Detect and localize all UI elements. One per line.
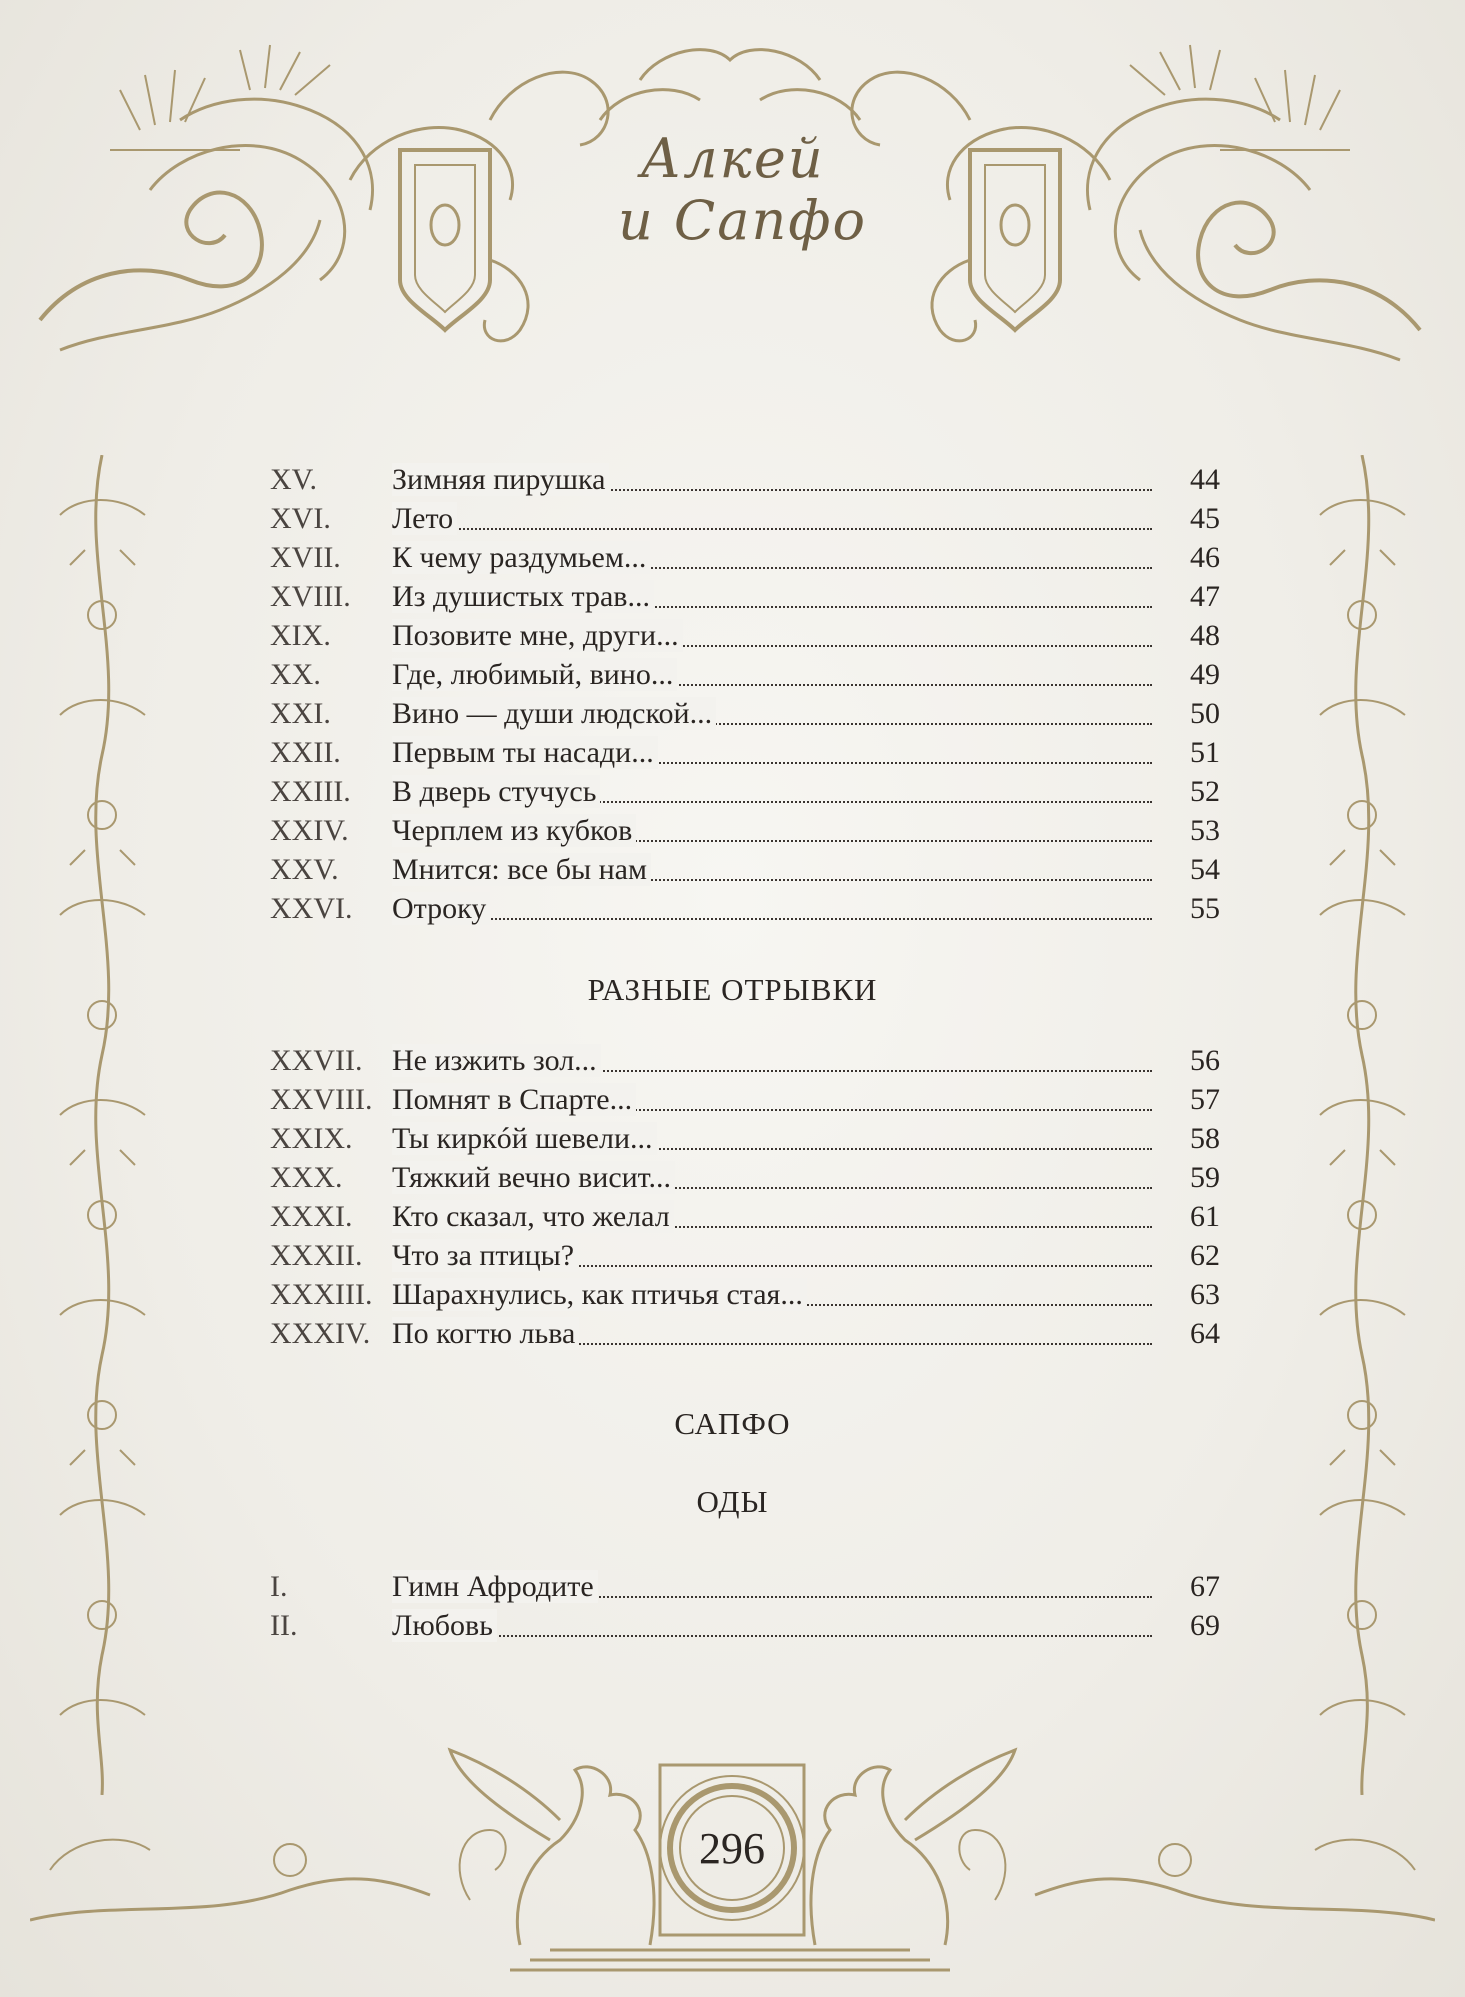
section-heading-author: САПФО bbox=[674, 1406, 791, 1441]
toc-entry-page: 59 bbox=[1190, 1161, 1220, 1194]
toc-entry-number: XXII. bbox=[270, 736, 341, 769]
toc-entry-title: Из душистых трав... bbox=[392, 580, 654, 613]
toc-entry-number: XXI. bbox=[270, 697, 331, 730]
toc-entry[interactable] bbox=[270, 811, 1220, 851]
toc-entry[interactable] bbox=[270, 1314, 1220, 1354]
header-title-line1: Алкей bbox=[640, 127, 825, 190]
toc-entry-number: XXVII. bbox=[270, 1044, 363, 1077]
toc-entry-number: XXIII. bbox=[270, 775, 351, 808]
toc-entry-number: XXXIV. bbox=[270, 1317, 371, 1350]
toc-entry[interactable] bbox=[270, 1080, 1220, 1120]
toc-entry-page: 69 bbox=[1190, 1609, 1220, 1642]
toc-entry-number: XVIII. bbox=[270, 580, 351, 613]
toc-entry-title: Зимняя пирушка bbox=[392, 463, 609, 496]
toc-entry[interactable] bbox=[270, 499, 1220, 539]
toc-entry[interactable] bbox=[270, 733, 1220, 773]
left-floral-border bbox=[50, 455, 155, 1795]
page-number: 296 bbox=[699, 1824, 765, 1873]
toc-entry-title: Любовь bbox=[392, 1609, 497, 1642]
toc-entry[interactable] bbox=[270, 850, 1220, 890]
toc-entry[interactable] bbox=[270, 460, 1220, 500]
section-heading-misc-fragments: РАЗНЫЕ ОТРЫВКИ bbox=[587, 972, 878, 1007]
toc-entry[interactable] bbox=[270, 1567, 1220, 1607]
toc-entry-number: XVII. bbox=[270, 541, 341, 574]
toc-entry-number: XX. bbox=[270, 658, 321, 691]
toc-entry-title: Что за птицы? bbox=[392, 1239, 578, 1272]
toc-entry[interactable] bbox=[270, 538, 1220, 578]
toc-entry-number: XV. bbox=[270, 463, 317, 496]
toc-entry-page: 50 bbox=[1190, 697, 1220, 730]
toc-entry-page: 67 bbox=[1190, 1570, 1220, 1603]
toc-entry-page: 61 bbox=[1190, 1200, 1220, 1233]
toc-entry-page: 51 bbox=[1190, 736, 1220, 769]
toc-entry-page: 48 bbox=[1190, 619, 1220, 652]
toc-entry-title: Отроку bbox=[392, 892, 490, 925]
toc-entry[interactable] bbox=[270, 1158, 1220, 1198]
toc-entry-page: 47 bbox=[1190, 580, 1220, 613]
toc-entry[interactable] bbox=[270, 772, 1220, 812]
toc-entry-number: XXXII. bbox=[270, 1239, 363, 1272]
header-title bbox=[0, 128, 1465, 252]
toc-entry-number: XXVIII. bbox=[270, 1083, 373, 1116]
toc-entry-title: Позовите мне, други... bbox=[392, 619, 683, 652]
toc-entry-title: Где, любимый, вино... bbox=[392, 658, 677, 691]
toc-entry-page: 56 bbox=[1190, 1044, 1220, 1077]
toc-entry-page: 52 bbox=[1190, 775, 1220, 808]
toc-entry[interactable] bbox=[270, 694, 1220, 734]
toc-entry-number: XXIV. bbox=[270, 814, 349, 847]
toc-entry[interactable] bbox=[270, 1236, 1220, 1276]
toc-entry[interactable] bbox=[270, 577, 1220, 617]
right-floral-border bbox=[1310, 455, 1415, 1795]
toc-entry[interactable] bbox=[270, 1275, 1220, 1315]
toc-entry-title: Первым ты насади... bbox=[392, 736, 658, 769]
toc-entry-title: Кто сказал, что желал bbox=[392, 1200, 674, 1233]
toc-entry-title: Помнят в Спарте... bbox=[392, 1083, 636, 1116]
toc-entry-page: 45 bbox=[1190, 502, 1220, 535]
toc-entry-number: XIX. bbox=[270, 619, 331, 652]
toc-entry[interactable] bbox=[270, 1197, 1220, 1237]
toc-entry-number: XXX. bbox=[270, 1161, 343, 1194]
section-heading-odes: ОДЫ bbox=[696, 1484, 769, 1519]
toc-entry-title: Не изжить зол... bbox=[392, 1044, 601, 1077]
toc-entry-title: Тяжкий вечно висит... bbox=[392, 1161, 675, 1194]
toc-entry[interactable] bbox=[270, 616, 1220, 656]
toc-entry-title: Лето bbox=[392, 502, 457, 535]
header-title-line2: и Сапфо bbox=[617, 189, 867, 252]
toc-entry[interactable] bbox=[270, 655, 1220, 695]
dot-leader bbox=[392, 1635, 1152, 1637]
toc-entry-page: 62 bbox=[1190, 1239, 1220, 1272]
toc-entry-number: XXXI. bbox=[270, 1200, 353, 1233]
toc-entry-page: 49 bbox=[1190, 658, 1220, 691]
toc-entry-title: Вино — души людской... bbox=[392, 697, 716, 730]
toc-entry[interactable] bbox=[270, 1119, 1220, 1159]
toc-entry-title: Черплем из кубков bbox=[392, 814, 636, 847]
toc-entry-page: 63 bbox=[1190, 1278, 1220, 1311]
toc-entry-title: Мнится: все бы нам bbox=[392, 853, 651, 886]
toc-entry-page: 58 bbox=[1190, 1122, 1220, 1155]
toc-entry-number: XXV. bbox=[270, 853, 339, 886]
toc-entry-number: XXIX. bbox=[270, 1122, 353, 1155]
toc-entry-number: XVI. bbox=[270, 502, 331, 535]
toc-entry-title: По когтю льва bbox=[392, 1317, 579, 1350]
toc-entry-title: Гимн Афродите bbox=[392, 1570, 598, 1603]
toc-entry-number: XXXIII. bbox=[270, 1278, 373, 1311]
toc-entry-number: II. bbox=[270, 1609, 298, 1642]
toc-entry-page: 46 bbox=[1190, 541, 1220, 574]
toc-entry-number: XXVI. bbox=[270, 892, 353, 925]
toc-entry[interactable] bbox=[270, 889, 1220, 929]
toc-entry-number: I. bbox=[270, 1570, 288, 1603]
toc-entry-title: К чему раздумьем... bbox=[392, 541, 650, 574]
toc-entry-page: 55 bbox=[1190, 892, 1220, 925]
toc-entry[interactable] bbox=[270, 1041, 1220, 1081]
toc-entry-page: 54 bbox=[1190, 853, 1220, 886]
dot-leader bbox=[392, 918, 1152, 920]
toc-entry[interactable] bbox=[270, 1606, 1220, 1646]
toc-entry-page: 57 bbox=[1190, 1083, 1220, 1116]
toc-entry-page: 44 bbox=[1190, 463, 1220, 496]
toc-entry-title: В дверь стучусь bbox=[392, 775, 600, 808]
toc-entry-page: 64 bbox=[1190, 1317, 1220, 1350]
toc-entry-title: Ты киркóй шевели... bbox=[392, 1122, 657, 1155]
toc-entry-title: Шарахнулись, как птичья стая... bbox=[392, 1278, 807, 1311]
toc-entry-page: 53 bbox=[1190, 814, 1220, 847]
dot-leader bbox=[392, 528, 1152, 530]
